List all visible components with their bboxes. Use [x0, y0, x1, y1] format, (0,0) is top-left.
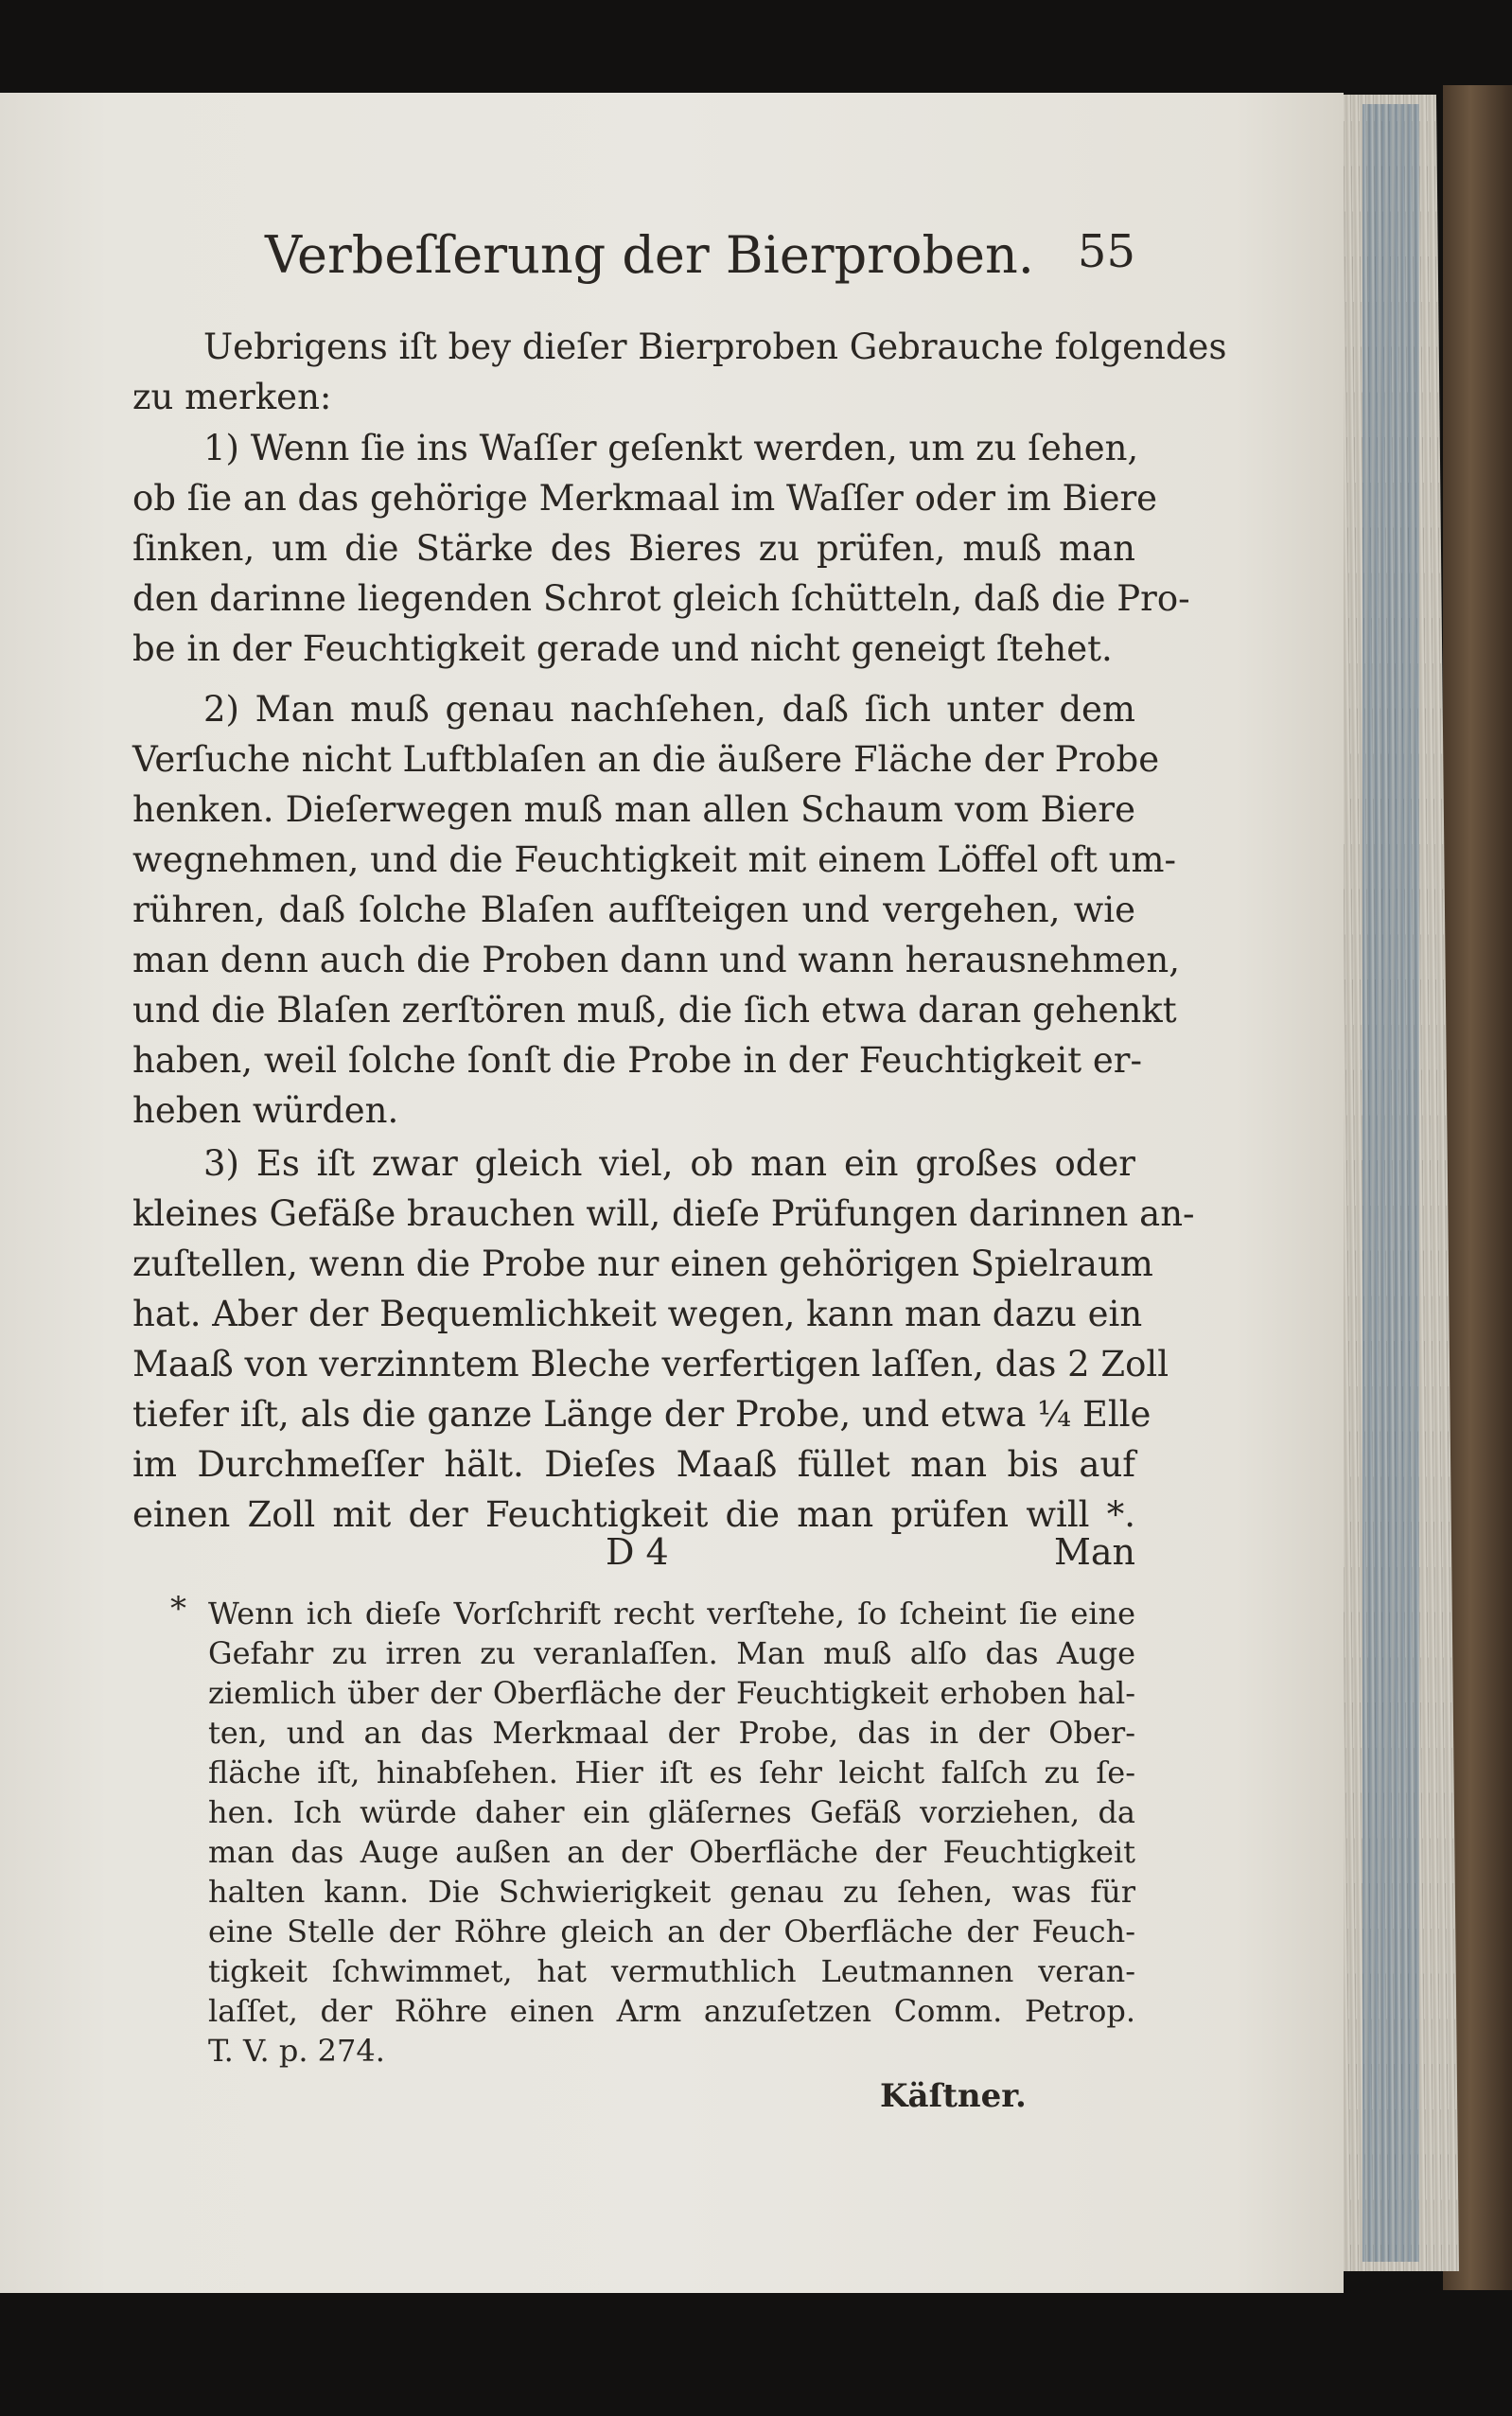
footnote-line: fläche iſt, hinabſehen. Hier iſt es ſehr leicht falſch zu ſe- [208, 1755, 1135, 1790]
body-line: 1) Wenn ſie ins Waſſer geſenkt werden, um zu ſehen, [203, 428, 1139, 468]
body-line: 2) Man muß genau nachſehen, daß ſich unter dem [203, 689, 1135, 730]
body-line: haben, weil ſolche ſonſt die Probe in der Feuchtigkeit er- [132, 1040, 1142, 1081]
body-line: zuſtellen, wenn die Probe nur einen gehörigen Spielraum [132, 1243, 1153, 1284]
footnote-line: tigkeit ſchwimmet, hat vermuthlich Leutmannen veran- [208, 1953, 1135, 1989]
running-header [142, 225, 1135, 301]
footnote-mark: * [170, 1590, 186, 1628]
footnote-line: halten kann. Die Schwierigkeit genau zu ſehen, was für [208, 1874, 1135, 1910]
body-line: be in der Feuchtigkeit gerade und nicht geneigt ſtehet. [132, 628, 1113, 669]
body-line: ob ſie an das gehörige Merkmaal im Waſſer oder im Biere [132, 478, 1158, 519]
body-line: ſinken, um die Stärke des Bieres zu prüfen, muß man [132, 528, 1135, 569]
body-line: hat. Aber der Bequemlichkeit wegen, kann man dazu ein [132, 1294, 1143, 1334]
body-line: kleines Gefäße brauchen will, dieſe Prüfungen darinnen an- [132, 1193, 1195, 1234]
body-line: 3) Es iſt zwar gleich viel, ob man ein großes oder [203, 1143, 1135, 1184]
running-title: Verbeſſerung der Bierproben. [265, 225, 1034, 285]
page-edges-tint [1363, 104, 1419, 2262]
body-line: einen Zoll mit der Feuchtigkeit die man prüfen will *. [132, 1494, 1135, 1535]
footnote-line: laſſet, der Röhre einen Arm anzuſetzen Comm. Petrop. [208, 1993, 1135, 2029]
footnote-line: ten, und an das Merkmaal der Probe, das in der Ober- [208, 1715, 1135, 1751]
body-line: zu merken: [132, 377, 332, 417]
body-line: henken. Dieſerwegen muß man allen Schaum vom Biere [132, 789, 1135, 830]
body-line: Verſuche nicht Luftblaſen an die äußere Fläche der Probe [132, 739, 1160, 780]
body-line: Uebrigens iſt bey dieſer Bierproben Gebrauche folgendes [203, 326, 1227, 367]
footnote-line: T. V. p. 274. [208, 2033, 385, 2069]
body-line: wegnehmen, und die Feuchtigkeit mit einem Löffel oft um- [132, 839, 1177, 880]
footnote-line: eine Stelle der Röhre gleich an der Oberfläche der Feuch- [208, 1913, 1135, 1949]
body-line: heben würden. [132, 1090, 399, 1131]
signature-mark: D 4 [606, 1531, 669, 1573]
footnote-line: ziemlich über der Oberfläche der Feuchtigkeit erhoben hal- [208, 1675, 1135, 1711]
body-line: man denn auch die Proben dann und wann herausnehmen, [132, 940, 1180, 980]
body-line: rühren, daß ſolche Blaſen aufſteigen und vergehen, wie [132, 890, 1135, 930]
body-line: und die Blaſen zerſtören muß, die ſich etwa daran gehenkt [132, 990, 1177, 1031]
body-line: im Durchmeſſer hält. Dieſes Maaß füllet man bis auf [132, 1444, 1135, 1485]
body-line: Maaß von verzinntem Bleche verfertigen laſſen, das 2 Zoll [132, 1344, 1169, 1384]
footnote-line: man das Auge außen an der Oberfläche der Feuchtigkeit [208, 1834, 1135, 1870]
footnote-line: Wenn ich dieſe Vorſchrift recht verſtehe, ſo ſcheint ſie eine [208, 1596, 1135, 1631]
page-number: 55 [1077, 225, 1135, 278]
catchword: Man [1053, 1531, 1135, 1573]
footnote-line: Gefahr zu irren zu veranlaſſen. Man muß alſo das Auge [208, 1635, 1135, 1671]
body-line: tiefer iſt, als die ganze Länge der Probe, und etwa ¼ Elle [132, 1394, 1152, 1435]
body-line: den darinne liegenden Schrot gleich ſchütteln, daß die Pro- [132, 578, 1190, 619]
footnote-line: hen. Ich würde daher ein gläſernes Gefäß vorziehen, da [208, 1794, 1135, 1830]
footnote-author: Käſtner. [880, 2077, 1027, 2115]
